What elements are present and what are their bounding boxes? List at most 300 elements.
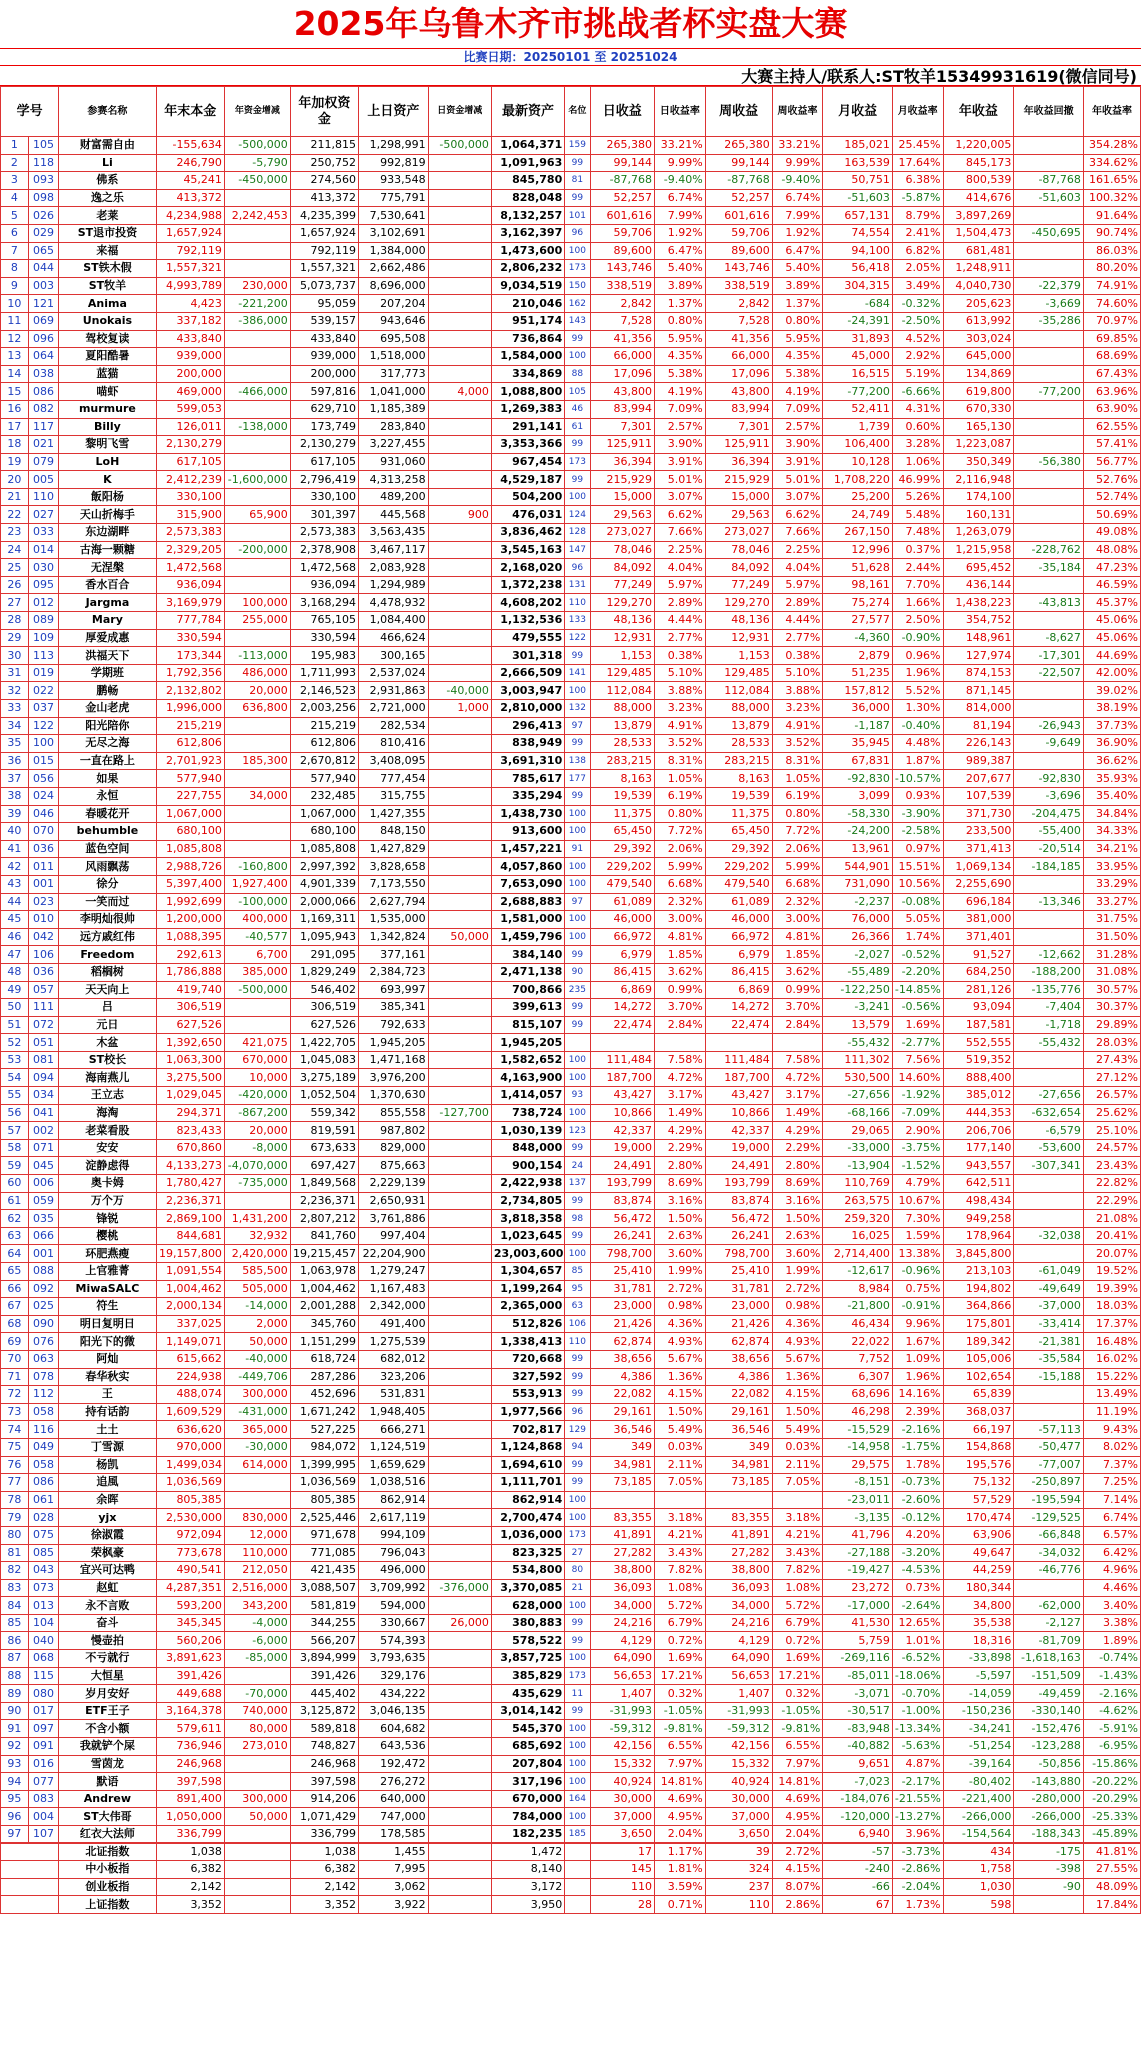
index-cell-week-return: 4.15% [772, 1861, 823, 1879]
cell-rank: 57 [1, 1122, 29, 1140]
cell-rank-position: 106 [565, 1315, 590, 1333]
table-row [1, 1034, 1141, 1052]
cell-rank-position: 235 [565, 981, 590, 999]
cell-month-return: -18.06% [892, 1667, 943, 1685]
table-row [1, 1738, 1141, 1756]
cell-year-drawdown: -152,476 [1014, 1720, 1084, 1738]
cell-prev-day-assets: 1,124,519 [359, 1438, 429, 1456]
cell-week-profit: 66,000 [705, 348, 772, 366]
cell-month-profit: 106,400 [823, 436, 893, 454]
cell-year-drawdown: -21,381 [1014, 1333, 1084, 1351]
cell-rank-position: 173 [565, 1667, 590, 1685]
cell-rank: 48 [1, 963, 29, 981]
cell-prev-day-assets: 3,976,200 [359, 1069, 429, 1087]
cell-day-return: 5.40% [655, 260, 706, 278]
cell-week-return: 1.85% [772, 946, 823, 964]
cell-month-profit: -33,000 [823, 1139, 893, 1157]
index-cell-month-profit: 67 [823, 1896, 893, 1914]
cell-day-profit [590, 1034, 655, 1052]
cell-student-id: 005 [28, 471, 58, 489]
cell-day-capital-change [428, 524, 491, 542]
cell-month-profit: -3,071 [823, 1685, 893, 1703]
cell-year-return: 15.22% [1083, 1368, 1140, 1386]
cell-month-return: -1.52% [892, 1157, 943, 1175]
table-row [1, 770, 1141, 788]
cell-week-return: 2.77% [772, 629, 823, 647]
cell-year-return: 100.32% [1083, 189, 1140, 207]
cell-day-profit: 31,781 [590, 1280, 655, 1298]
cell-year-drawdown: -204,475 [1014, 805, 1084, 823]
table-row [1, 1315, 1141, 1333]
index-cell-week-return: 8.07% [772, 1878, 823, 1896]
cell-year-return: 24.57% [1083, 1139, 1140, 1157]
cell-year-capital-change [224, 224, 290, 242]
cell-year-weighted-capital: 914,206 [290, 1790, 358, 1808]
cell-year-principal: 2,000,134 [156, 1298, 224, 1316]
cell-prev-day-assets: 7,530,641 [359, 207, 429, 225]
cell-month-profit: 29,575 [823, 1456, 893, 1474]
cell-day-return: 1.37% [655, 295, 706, 313]
cell-day-capital-change [428, 893, 491, 911]
cell-month-profit: 731,090 [823, 875, 893, 893]
header-cell: 年加权资金 [290, 87, 358, 137]
cell-day-return: -9.81% [655, 1720, 706, 1738]
cell-year-profit: 385,012 [943, 1087, 1014, 1105]
cell-month-return: -2.60% [892, 1491, 943, 1509]
cell-rank-position: 80 [565, 1562, 590, 1580]
cell-year-principal: 615,662 [156, 1350, 224, 1368]
cell-latest-assets: 545,370 [491, 1720, 564, 1738]
cell-year-drawdown: -49,459 [1014, 1685, 1084, 1703]
cell-week-return: 1.69% [772, 1650, 823, 1668]
cell-day-return: 3.17% [655, 1087, 706, 1105]
index-cell-day-profit: 17 [590, 1843, 655, 1861]
cell-latest-assets: 301,318 [491, 647, 564, 665]
cell-week-return: 1.50% [772, 1403, 823, 1421]
cell-day-return: 7.97% [655, 1755, 706, 1773]
cell-month-profit: -27,188 [823, 1544, 893, 1562]
cell-week-profit: 36,093 [705, 1579, 772, 1597]
cell-student-id: 092 [28, 1280, 58, 1298]
cell-year-return: 90.74% [1083, 224, 1140, 242]
cell-rank: 56 [1, 1104, 29, 1122]
cell-day-profit: 99,144 [590, 154, 655, 172]
cell-prev-day-assets: 855,558 [359, 1104, 429, 1122]
cell-rank: 69 [1, 1333, 29, 1351]
cell-week-profit: 129,270 [705, 594, 772, 612]
cell-name: ST校长 [59, 1051, 156, 1069]
cell-year-capital-change: -30,000 [224, 1438, 290, 1456]
cell-week-profit: 22,082 [705, 1386, 772, 1404]
index-cell-day-return: 1.17% [655, 1843, 706, 1861]
cell-rank: 72 [1, 1386, 29, 1404]
cell-week-profit: 17,096 [705, 365, 772, 383]
cell-year-weighted-capital: 1,052,504 [290, 1087, 358, 1105]
cell-rank: 84 [1, 1597, 29, 1615]
cell-prev-day-assets: 640,000 [359, 1790, 429, 1808]
cell-month-profit: 36,000 [823, 700, 893, 718]
cell-year-profit: -34,241 [943, 1720, 1014, 1738]
cell-rank: 49 [1, 981, 29, 999]
cell-year-drawdown: -77,200 [1014, 383, 1084, 401]
cell-name: murmure [59, 400, 156, 418]
cell-rank: 81 [1, 1544, 29, 1562]
cell-year-profit: 35,538 [943, 1614, 1014, 1632]
index-cell-day-profit: 28 [590, 1896, 655, 1914]
cell-year-capital-change: 505,000 [224, 1280, 290, 1298]
cell-day-profit: 4,386 [590, 1368, 655, 1386]
cell-day-capital-change [428, 418, 491, 436]
cell-rank-position: 61 [565, 418, 590, 436]
cell-day-capital-change [428, 1368, 491, 1386]
cell-rank: 4 [1, 189, 29, 207]
cell-name: 慢壶拍 [59, 1632, 156, 1650]
table-row [1, 506, 1141, 524]
cell-day-return: 5.95% [655, 330, 706, 348]
table-row [1, 1438, 1141, 1456]
cell-year-principal: 315,900 [156, 506, 224, 524]
cell-week-return: 2.06% [772, 840, 823, 858]
cell-year-weighted-capital: 452,696 [290, 1386, 358, 1404]
cell-year-capital-change [224, 1474, 290, 1492]
index-cell-week-return: 2.86% [772, 1896, 823, 1914]
cell-year-drawdown [1014, 700, 1084, 718]
cell-prev-day-assets: 300,165 [359, 647, 429, 665]
blank-cell [1, 1861, 59, 1879]
cell-rank-position: 100 [565, 1755, 590, 1773]
cell-year-return: -15.86% [1083, 1755, 1140, 1773]
cell-day-capital-change [428, 1280, 491, 1298]
cell-year-return: 6.57% [1083, 1526, 1140, 1544]
index-cell-day-return: 1.81% [655, 1861, 706, 1879]
cell-year-profit: 1,438,223 [943, 594, 1014, 612]
cell-name: 宜兴可达鸭 [59, 1562, 156, 1580]
cell-year-profit: 180,344 [943, 1579, 1014, 1597]
cell-month-profit: 3,099 [823, 787, 893, 805]
cell-day-capital-change [428, 1773, 491, 1791]
cell-year-drawdown [1014, 137, 1084, 155]
cell-day-capital-change [428, 735, 491, 753]
cell-year-profit: 845,173 [943, 154, 1014, 172]
table-row [1, 717, 1141, 735]
cell-year-capital-change: 50,000 [224, 1333, 290, 1351]
cell-year-principal: 1,200,000 [156, 911, 224, 929]
cell-rank: 70 [1, 1350, 29, 1368]
cell-rank: 96 [1, 1808, 29, 1826]
cell-name: 蓝色空间 [59, 840, 156, 858]
cell-week-return: 7.09% [772, 400, 823, 418]
cell-year-principal: 337,025 [156, 1315, 224, 1333]
cell-year-weighted-capital: 1,151,299 [290, 1333, 358, 1351]
cell-year-weighted-capital: 1,711,993 [290, 664, 358, 682]
cell-month-profit: 13,579 [823, 1016, 893, 1034]
table-row [1, 1544, 1141, 1562]
cell-month-return: 0.75% [892, 1280, 943, 1298]
cell-student-id: 049 [28, 1438, 58, 1456]
cell-month-profit: 67,831 [823, 752, 893, 770]
cell-year-drawdown: -32,038 [1014, 1227, 1084, 1245]
table-row [1, 946, 1141, 964]
index-cell-year-drawdown: -398 [1014, 1861, 1084, 1879]
cell-year-return: 25.10% [1083, 1122, 1140, 1140]
index-cell-year-weighted-capital: 2,142 [290, 1878, 358, 1896]
cell-week-profit: 42,337 [705, 1122, 772, 1140]
cell-year-profit: 414,676 [943, 189, 1014, 207]
table-row [1, 1702, 1141, 1720]
cell-student-id: 001 [28, 875, 58, 893]
cell-student-id: 071 [28, 1139, 58, 1157]
cell-name: 持有话韵 [59, 1403, 156, 1421]
cell-year-drawdown: -53,600 [1014, 1139, 1084, 1157]
cell-week-return: 17.21% [772, 1667, 823, 1685]
cell-year-weighted-capital: 173,749 [290, 418, 358, 436]
cell-month-return: -2.50% [892, 312, 943, 330]
cell-student-id: 016 [28, 1755, 58, 1773]
cell-day-return: 2.25% [655, 541, 706, 559]
cell-year-return: 27.12% [1083, 1069, 1140, 1087]
cell-day-return: 6.47% [655, 242, 706, 260]
cell-week-return: 4.69% [772, 1790, 823, 1808]
cell-name: yjx [59, 1509, 156, 1527]
cell-year-drawdown: -34,032 [1014, 1544, 1084, 1562]
cell-day-profit: 601,616 [590, 207, 655, 225]
cell-month-profit: -2,027 [823, 946, 893, 964]
cell-prev-day-assets: 643,536 [359, 1738, 429, 1756]
cell-year-principal: 449,688 [156, 1685, 224, 1703]
cell-day-return: 8.69% [655, 1175, 706, 1193]
cell-year-drawdown: -33,414 [1014, 1315, 1084, 1333]
cell-month-return: 1.96% [892, 1368, 943, 1386]
cell-month-profit: 10,128 [823, 453, 893, 471]
cell-prev-day-assets: 875,663 [359, 1157, 429, 1175]
cell-year-drawdown [1014, 1403, 1084, 1421]
cell-latest-assets: 23,003,600 [491, 1245, 564, 1263]
cell-year-return: 80.20% [1083, 260, 1140, 278]
cell-year-profit: 81,194 [943, 717, 1014, 735]
cell-year-weighted-capital: 2,000,066 [290, 893, 358, 911]
cell-day-capital-change [428, 787, 491, 805]
table-row [1, 559, 1141, 577]
cell-rank: 68 [1, 1315, 29, 1333]
cell-month-return: 1.01% [892, 1632, 943, 1650]
cell-month-return: 4.48% [892, 735, 943, 753]
cell-year-principal: 3,164,378 [156, 1702, 224, 1720]
cell-name: 元日 [59, 1016, 156, 1034]
cell-year-profit: 207,677 [943, 770, 1014, 788]
cell-month-return: -3.90% [892, 805, 943, 823]
cell-rank-position: 99 [565, 1632, 590, 1650]
cell-rank-position: 110 [565, 1333, 590, 1351]
cell-prev-day-assets: 1,294,989 [359, 576, 429, 594]
cell-year-drawdown [1014, 488, 1084, 506]
cell-year-weighted-capital: 1,557,321 [290, 260, 358, 278]
cell-day-capital-change [428, 1509, 491, 1527]
cell-day-profit: 19,000 [590, 1139, 655, 1157]
index-cell-year-profit: 1,030 [943, 1878, 1014, 1896]
cell-year-capital-change [224, 260, 290, 278]
cell-student-id: 063 [28, 1350, 58, 1368]
cell-year-capital-change [224, 805, 290, 823]
cell-day-profit: -59,312 [590, 1720, 655, 1738]
cell-day-profit: 56,653 [590, 1667, 655, 1685]
cell-day-capital-change [428, 260, 491, 278]
cell-student-id: 080 [28, 1685, 58, 1703]
cell-name: 锋锐 [59, 1210, 156, 1228]
cell-student-id: 073 [28, 1579, 58, 1597]
cell-latest-assets: 1,030,139 [491, 1122, 564, 1140]
cell-year-drawdown: -27,656 [1014, 1087, 1084, 1105]
cell-student-id: 006 [28, 1175, 58, 1193]
cell-year-weighted-capital: 421,435 [290, 1562, 358, 1580]
cell-day-return: 5.49% [655, 1421, 706, 1439]
cell-name: 财富需自由 [59, 137, 156, 155]
cell-rank: 35 [1, 735, 29, 753]
cell-year-principal: 45,241 [156, 172, 224, 190]
cell-name: Mary [59, 612, 156, 630]
cell-year-drawdown: -17,301 [1014, 647, 1084, 665]
cell-prev-day-assets: 3,046,135 [359, 1702, 429, 1720]
cell-rank-position: 99 [565, 1350, 590, 1368]
cell-year-principal: 1,067,000 [156, 805, 224, 823]
cell-year-capital-change: -14,000 [224, 1298, 290, 1316]
cell-week-return: 4.44% [772, 612, 823, 630]
cell-year-weighted-capital: 2,001,288 [290, 1298, 358, 1316]
cell-student-id: 028 [28, 1509, 58, 1527]
cell-latest-assets: 4,163,900 [491, 1069, 564, 1087]
cell-year-weighted-capital: 1,095,943 [290, 928, 358, 946]
cell-week-return: 3.43% [772, 1544, 823, 1562]
cell-month-return: 7.30% [892, 1210, 943, 1228]
cell-year-principal: 4,993,789 [156, 277, 224, 295]
cell-year-principal: 1,149,071 [156, 1333, 224, 1351]
cell-latest-assets: 1,438,730 [491, 805, 564, 823]
cell-day-profit: 24,491 [590, 1157, 655, 1175]
cell-week-return: 4.93% [772, 1333, 823, 1351]
cell-month-profit: -7,023 [823, 1773, 893, 1791]
cell-month-profit: -8,151 [823, 1474, 893, 1492]
cell-latest-assets: 1,473,600 [491, 242, 564, 260]
cell-rank-position: 100 [565, 911, 590, 929]
index-cell-name: 中小板指 [59, 1861, 156, 1879]
cell-name: 木盆 [59, 1034, 156, 1052]
cell-day-return: 9.99% [655, 154, 706, 172]
cell-week-profit: 19,539 [705, 787, 772, 805]
cell-day-return: 1.69% [655, 1650, 706, 1668]
cell-rank-position: 177 [565, 770, 590, 788]
cell-year-principal: 1,088,395 [156, 928, 224, 946]
cell-year-profit: -33,898 [943, 1650, 1014, 1668]
cell-student-id: 022 [28, 682, 58, 700]
cell-year-weighted-capital: 2,130,279 [290, 436, 358, 454]
cell-day-profit: 15,000 [590, 488, 655, 506]
cell-week-return: 0.98% [772, 1298, 823, 1316]
cell-month-return: 12.65% [892, 1614, 943, 1632]
cell-week-return: -9.81% [772, 1720, 823, 1738]
cell-year-principal: 1,085,808 [156, 840, 224, 858]
cell-year-weighted-capital: 1,004,462 [290, 1280, 358, 1298]
cell-rank: 33 [1, 700, 29, 718]
cell-year-capital-change: 486,000 [224, 664, 290, 682]
cell-year-principal: 891,400 [156, 1790, 224, 1808]
cell-day-capital-change [428, 1016, 491, 1034]
cell-week-return: -9.40% [772, 172, 823, 190]
cell-rank-position: 100 [565, 1509, 590, 1527]
cell-month-return: 15.51% [892, 858, 943, 876]
cell-week-return: 2.11% [772, 1456, 823, 1474]
cell-student-id: 051 [28, 1034, 58, 1052]
cell-name: Li [59, 154, 156, 172]
cell-year-profit: 2,116,948 [943, 471, 1014, 489]
index-cell-year-profit: 434 [943, 1843, 1014, 1861]
cell-year-return: 3.38% [1083, 1614, 1140, 1632]
cell-day-return: 5.10% [655, 664, 706, 682]
table-body [1, 137, 1141, 1914]
cell-day-return: 4.44% [655, 612, 706, 630]
cell-day-capital-change [428, 875, 491, 893]
cell-week-return: 7.97% [772, 1755, 823, 1773]
cell-year-capital-change: 300,000 [224, 1386, 290, 1404]
cell-year-weighted-capital: 246,968 [290, 1755, 358, 1773]
cell-year-weighted-capital: 697,427 [290, 1157, 358, 1175]
cell-latest-assets: 1,124,868 [491, 1438, 564, 1456]
cell-month-profit: -83,948 [823, 1720, 893, 1738]
cell-student-id: 041 [28, 1104, 58, 1122]
cell-day-return: 3.89% [655, 277, 706, 295]
cell-month-profit: -3,241 [823, 999, 893, 1017]
cell-month-profit: 657,131 [823, 207, 893, 225]
table-row [1, 172, 1141, 190]
cell-week-return: 6.47% [772, 242, 823, 260]
table-row [1, 1280, 1141, 1298]
cell-name: 环肥燕瘦 [59, 1245, 156, 1263]
cell-year-profit: -154,564 [943, 1826, 1014, 1844]
cell-rank-position: 100 [565, 1597, 590, 1615]
cell-year-return: 31.28% [1083, 946, 1140, 964]
cell-day-return: 4.15% [655, 1386, 706, 1404]
cell-year-capital-change: 343,200 [224, 1597, 290, 1615]
cell-student-id: 107 [28, 1826, 58, 1844]
cell-year-weighted-capital: 629,710 [290, 400, 358, 418]
cell-month-return: 5.19% [892, 365, 943, 383]
cell-name: 不亏就行 [59, 1650, 156, 1668]
cell-prev-day-assets: 1,659,629 [359, 1456, 429, 1474]
cell-rank: 52 [1, 1034, 29, 1052]
cell-year-drawdown: -61,049 [1014, 1263, 1084, 1281]
cell-day-profit [590, 1491, 655, 1509]
cell-week-profit: 129,485 [705, 664, 772, 682]
cell-year-return: 6.74% [1083, 1509, 1140, 1527]
cell-year-profit: 44,259 [943, 1562, 1014, 1580]
cell-rank: 60 [1, 1175, 29, 1193]
cell-year-return: 52.76% [1083, 471, 1140, 489]
cell-year-principal: 5,397,400 [156, 875, 224, 893]
cell-week-profit: 41,891 [705, 1526, 772, 1544]
cell-year-profit: 613,992 [943, 312, 1014, 330]
cell-latest-assets: 2,365,000 [491, 1298, 564, 1316]
cell-prev-day-assets: 496,000 [359, 1562, 429, 1580]
cell-prev-day-assets: 933,548 [359, 172, 429, 190]
cell-year-capital-change: -4,000 [224, 1614, 290, 1632]
cell-prev-day-assets: 3,227,455 [359, 436, 429, 454]
cell-rank: 17 [1, 418, 29, 436]
cell-year-profit: 519,352 [943, 1051, 1014, 1069]
cell-day-return: 3.43% [655, 1544, 706, 1562]
cell-name: Unokais [59, 312, 156, 330]
cell-year-capital-change: 2,242,453 [224, 207, 290, 225]
cell-day-profit: 125,911 [590, 436, 655, 454]
cell-name: 明日复明日 [59, 1315, 156, 1333]
cell-year-capital-change: 12,000 [224, 1526, 290, 1544]
